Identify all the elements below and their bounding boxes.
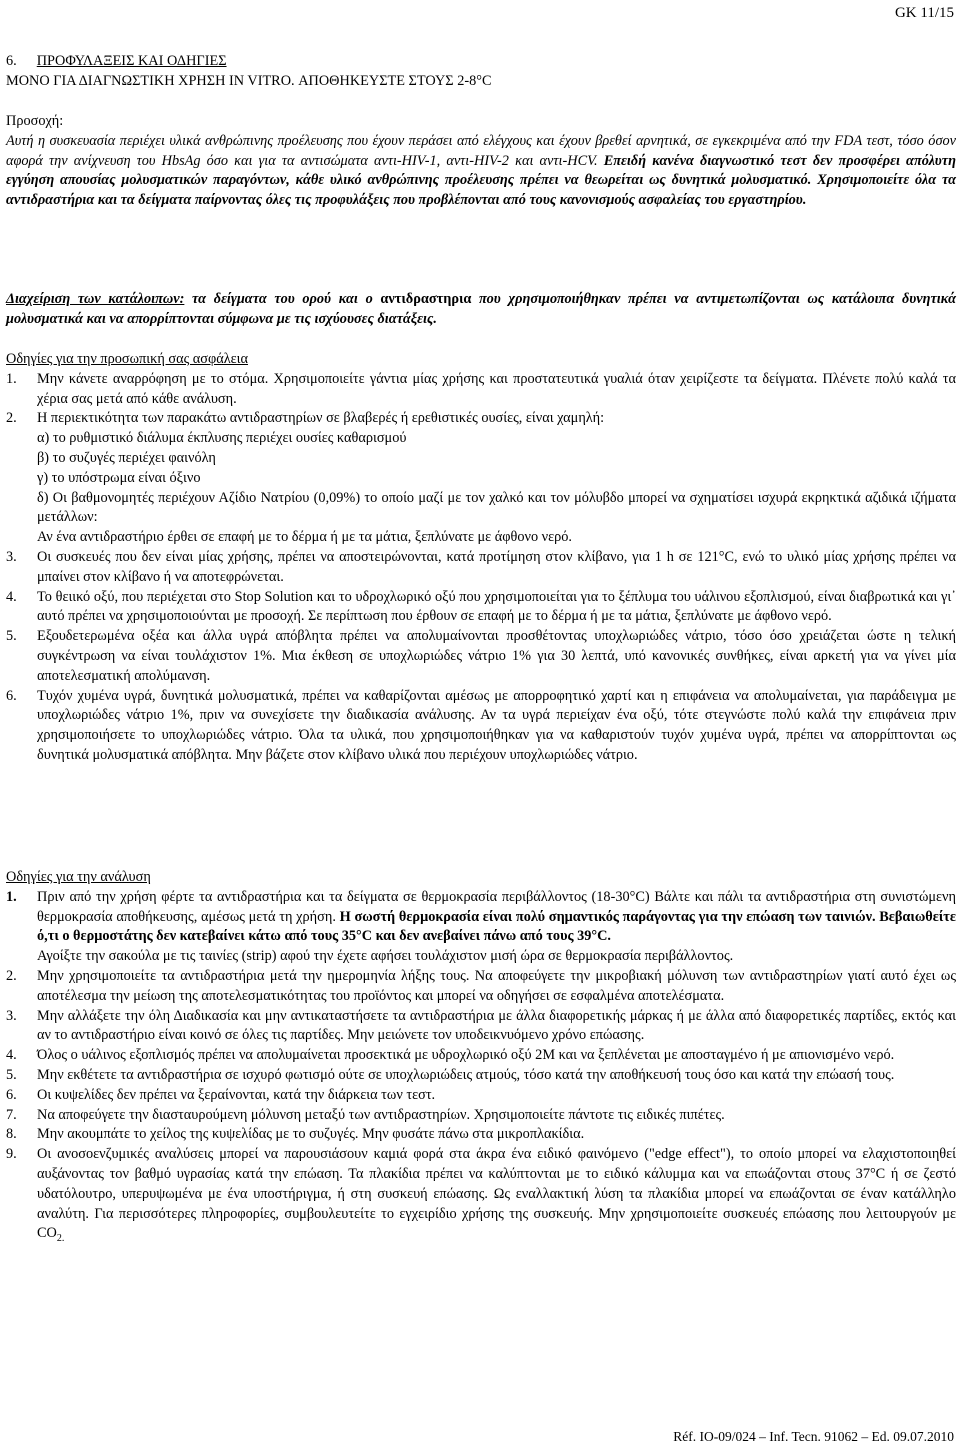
list-item: 1. Μην κάνετε αναρρόφηση με το στόμα. Χρησιμοποιείτε γάντια μίας χρήσης και προστατευτικά γυαλιά όταν χειρίζεστε τα δείγματα. Πλένετε πολύ καλά τα χέρια σας μετά από κάθε ανάλυση. (6, 370, 956, 407)
safety-heading: Οδηγίες για την προσωπική σας ασφάλεια (6, 351, 249, 367)
waste-text-a: τα δείγματα του ορού και ο (184, 291, 381, 307)
sub-item: α) το ρυθμιστικό διάλυμα έκπλυσης περιέχει ουσίες καθαρισμού (37, 430, 407, 447)
section-subtitle: ΜΟΝΟ ΓΙΑ ΔΙΑΓΝΩΣΤΙΚΗ ΧΡΗΣΗ IN VITRO. ΑΠΟΘΗΚΕΥΣΤΕ ΣΤΟΥΣ 2-8°C (6, 72, 492, 89)
list-item: 7. Να αποφεύγετε την διασταυρούμενη μόλυνση μεταξύ των αντιδραστηρίων. Χρησιμοποιείτε πάντοτε τις ειδικές πιπέτες. (6, 1106, 725, 1123)
list-item: 6. Τυχόν χυμένα υγρά, δυνητικά μολυσματικά, πρέπει να καθαρίζονται αμέσως με απορροφητικό χαρτί και η επιφάνεια να απολυμαίνεται, για παράδειγμα με υποχλωριώδες νάτριο 1%, πριν να συνεχίσετε την διαδικασία ανάλυσης. Αν τα υγρά περιείχαν ένα οξύ, τότε στεγνώστε πολύ καλά την επιφάνεια πριν χρησιμοποιήσετε το υποχλωριώδες νάτριο. Όλα τα υλικά, που χρησιμοποιήθηκαν για να καθαριστούν τυχόν χυμένα υγρά, πρέπει να απορρίπτονται ως δυνητικά μολυσματικά απόβλητα. Μην βάζετε στον κλίβανο υλικά που περιέχουν υποχλωριώδες νάτριο. (6, 687, 956, 763)
temperature-warning: Η σωστή θερμοκρασία είναι πολύ σημαντικός παράγοντας για την επώαση των ταινιών. Βεβαιωθείτε ό,τι ο θερμοστάτης δεν κατεβαίνει κάτω από τους 35°C και δεν ανεβαίνει πάνω από τους 39°C. (37, 908, 956, 945)
section-title: ΠΡΟΦΥΛΑΞΕΙΣ ΚΑΙ ΟΔΗΓΙΕΣ (36, 53, 227, 69)
list-item: 3. Μην αλλάξετε την όλη Διαδικασία και μην αντικαταστήσετε τα αντιδραστήρια με άλλα διαφορετικής μάρκας ή με άλλα από διαφορετικές παρτίδες, εκτός και αν το αντιδραστήριο είναι κοινό σε όλες τις παρτίδες. Μην μειώνετε τον υποδεικνυόμενο χρόνο επώασης. (6, 1007, 956, 1044)
analysis-block (6, 868, 956, 1249)
analysis-list (6, 888, 956, 1249)
sub-item: δ) Οι βαθμονομητές περιέχουν Αζίδιο Νατρίου (0,09%) το οποίο μαζί με τον χαλκό και τον μόλυβδο μπορεί να σχηματίσει ισχυρά εκρηκτικά αζιδικά ιζήματα μετάλλων: (37, 489, 956, 526)
list-item: 4. Όλος ο υάλινος εξοπλισμός πρέπει να απολυμαίνεται προσεκτικά με υδροχλωρικό οξύ 2M και να ξεπλένεται με αποσταγμένο ή με απιονισμένο νερό. (6, 1047, 895, 1064)
list-item: 5. Εξουδετερωμένα οξέα και άλλα υγρά απόβλητα πρέπει να απολυμαίνονται προσθέτοντας υποχλωριώδες νάτριο, τόσο όσο χρειάζεται ώστε η τελική συγκέντρωση να είναι τουλάχιστον 1%. Μια έκθεση σε υποχλωριώδες νάτριο 1% για 30 λεπτά, υπό κανονικές συνθήκες, είναι αρκετή για να γίνει μία αποτελεσματική απολύμανση. (6, 628, 956, 684)
list-item: 1. Πριν από την χρήση φέρτε τα αντιδραστήρια και τα δείγματα σε θερμοκρασία περιβάλλοντος (18-30°C) Βάλτε και πάλι τα αντιδραστήρια στη συνιστώμενη θερμοκρασία αποθήκευσης, αμέσως μετά τη χρήση. Η σωστή θερμοκρασία είναι πολύ σημαντικός παράγοντας για την επώαση των ταινιών. Βεβαιωθείτε ό,τι ο θερμοστάτης δεν κατεβαίνει κάτω από τους 35°C και δεν ανεβαίνει πάνω από τους 39°C. Αγοίξτε την σακούλα με τις ταινίες (strip) αφού την έχετε αφήσει τουλάχιστον μισή ώρα σε θερμοκρασία περιβάλλοντος. (6, 888, 956, 965)
page-number: GK 11/15 (894, 5, 954, 21)
list-item: 2. Μην χρησιμοποιείτε τα αντιδραστήρια μετά την ημερομηνία λήξης τους. Να αποφεύγετε την μικροβιακή μόλυνση των αντιδραστηρίων γιατί αυτό έχει ως αποτέλεσμα την μείωση της αποτελεσματικότητας του προϊόντος και μπορεί να οδηγήσει σε εσφαλμένα αποτελέσματα. (6, 967, 956, 1004)
sub-item: γ) το υπόστρωμα είναι όξινο (37, 469, 201, 486)
analysis-heading: Οδηγίες για την ανάλυση (6, 869, 151, 885)
document-footer: Réf. IO-09/024 – Inf. Tecn. 91062 – Ed. 09.07.2010 (673, 1429, 954, 1444)
list-item: 6. Οι κυψελίδες δεν πρέπει να ξεραίνονται, κατά την διάρκεια των τεστ. (6, 1086, 436, 1103)
waste-heading: Διαχείριση των κατάλοιπων: (6, 291, 185, 307)
waste-block (6, 290, 956, 330)
list-item: 5. Μην εκθέτετε τα αντιδραστήρια σε ισχυρό φωτισμό ούτε σε υποχλωριώδεις ατμούς, τόσο κατά την αποθήκευσή τους όσο και κατά την επώασή τους. (6, 1066, 895, 1083)
waste-text-b: που χρησιμοποιήθηκαν πρέπει να αντιμετωπίζονται ως κατάλοιπα δυνητικά μολυσματικά και να απορρίπτονται σύμφωνα με τις ισχύουσες διατάξεις. (6, 291, 956, 327)
caution-heading: Προσοχή: (6, 113, 64, 129)
sub-item: β) το συζυγές περιέχει φαινόλη (37, 449, 216, 466)
caution-block (6, 112, 956, 211)
co2-subscript: 2. (56, 1233, 65, 1245)
caution-text: Αυτή η συσκευασία περιέχει υλικά ανθρώπινης προέλευσης που έχουν περάσει από ελέγχους και έχουν βρεθεί αρνητικά, σε εγκεκριμένα από την FDA τεστ, τόσο όσον αφορά την ανίχνευση του HbsAg όσο και για τα αντισώματα αντι-HIV-1, αντι-HIV-2 και αντι-HCV. (6, 132, 956, 169)
caution-warning: Επειδή κανένα διαγνωστικό τεστ δεν προσφέρει απόλυτη εγγύηση απουσίας μολυσματικών παραγόντων, κάθε υλικό ανθρώπινης προέλευσης πρέπει να θεωρείται ως δυνητικά μολυσματικό. Χρησιμοποιείτε όλα τα αντιδραστήρια και τα δείγματα παίρνοντας όλες τις προφυλάξεις που προβλέπονται από τους κανονισμούς ασφαλείας του εργαστηρίου. (6, 152, 956, 209)
section-heading (6, 52, 956, 92)
list-item: 4. Το θειικό οξύ, που περιέχεται στο Stop Solution και το υδροχλωρικό οξύ που χρησιμοποιείται για το ξέπλυμα του υάλινου εξοπλισμού, είναι διαβρωτικά και γι᾽ αυτό πρέπει να χρησιμοποιούνται με προσοχή. Σε περίπτωση που έρθουν σε επαφή με το δέρμα ή με τα μάτια, ξεπλύνατε με άφθονο νερό. (6, 588, 956, 625)
list-item: 2. Η περιεκτικότητα των παρακάτω αντιδραστηρίων σε βλαβερές ή ερεθιστικές ουσίες, είναι χαμηλή: (6, 410, 605, 427)
sub-item: Αν ένα αντιδραστήριο έρθει σε επαφή με το δέρμα ή με τα μάτια, ξεπλύνατε με άφθονο νερό. (37, 529, 573, 546)
safety-block (6, 350, 956, 766)
list-item: 9. Οι ανοσοενζυμικές αναλύσεις μπορεί να παρουσιάσουν καμιά φορά στα άκρα ένα ειδικό φαινόμενο ("edge effect"), το οποίο μπορεί να ελαχιστοποιηθεί αυξάνοντας τον βαθμό υγρασίας κατά την επώαση. Τα πλακίδια πρέπει να καλύπτονται με το ειδικό κάλυμμα και να επωάζονται στους 37°C ή σε ζεστό υδατόλουτρο, υπερυψωμένα με ένα υποστήριγμα, ή στη συσκευή επώασης. Ως εναλλακτική λύση τα πλακίδια μπορεί να επωάζονται σε έναν κατάλληλο αναλύτη. Για περισσότερες πληροφορίες, συμβουλευτείτε το εγχειρίδιο χρήσης της συσκευής. Μην χρησιμοποιείτε συσκευές επώασης που λειτουργούν με $CO_{2.}$ (6, 1146, 956, 1245)
list-item: 3. Οι συσκευές που δεν είναι μίας χρήσης, πρέπει να αποστειρώνονται, κατά προτίμηση στον κλίβανο, για 1 h σε 121°C, ενώ το υλικό μίας χρήσης πρέπει να μπαίνει στον κλίβανο ή να αποτεφρώνεται. (6, 548, 956, 585)
safety-list (6, 370, 956, 766)
waste-bold: αντιδραστηρια (380, 291, 472, 307)
list-item: 8. Μην ακουμπάτε το χείλος της κυψελίδας με το συζυγές. Μην φυσάτε πάνω στα μικροπλακίδια. (6, 1126, 585, 1143)
section-number: 6. (6, 53, 17, 69)
